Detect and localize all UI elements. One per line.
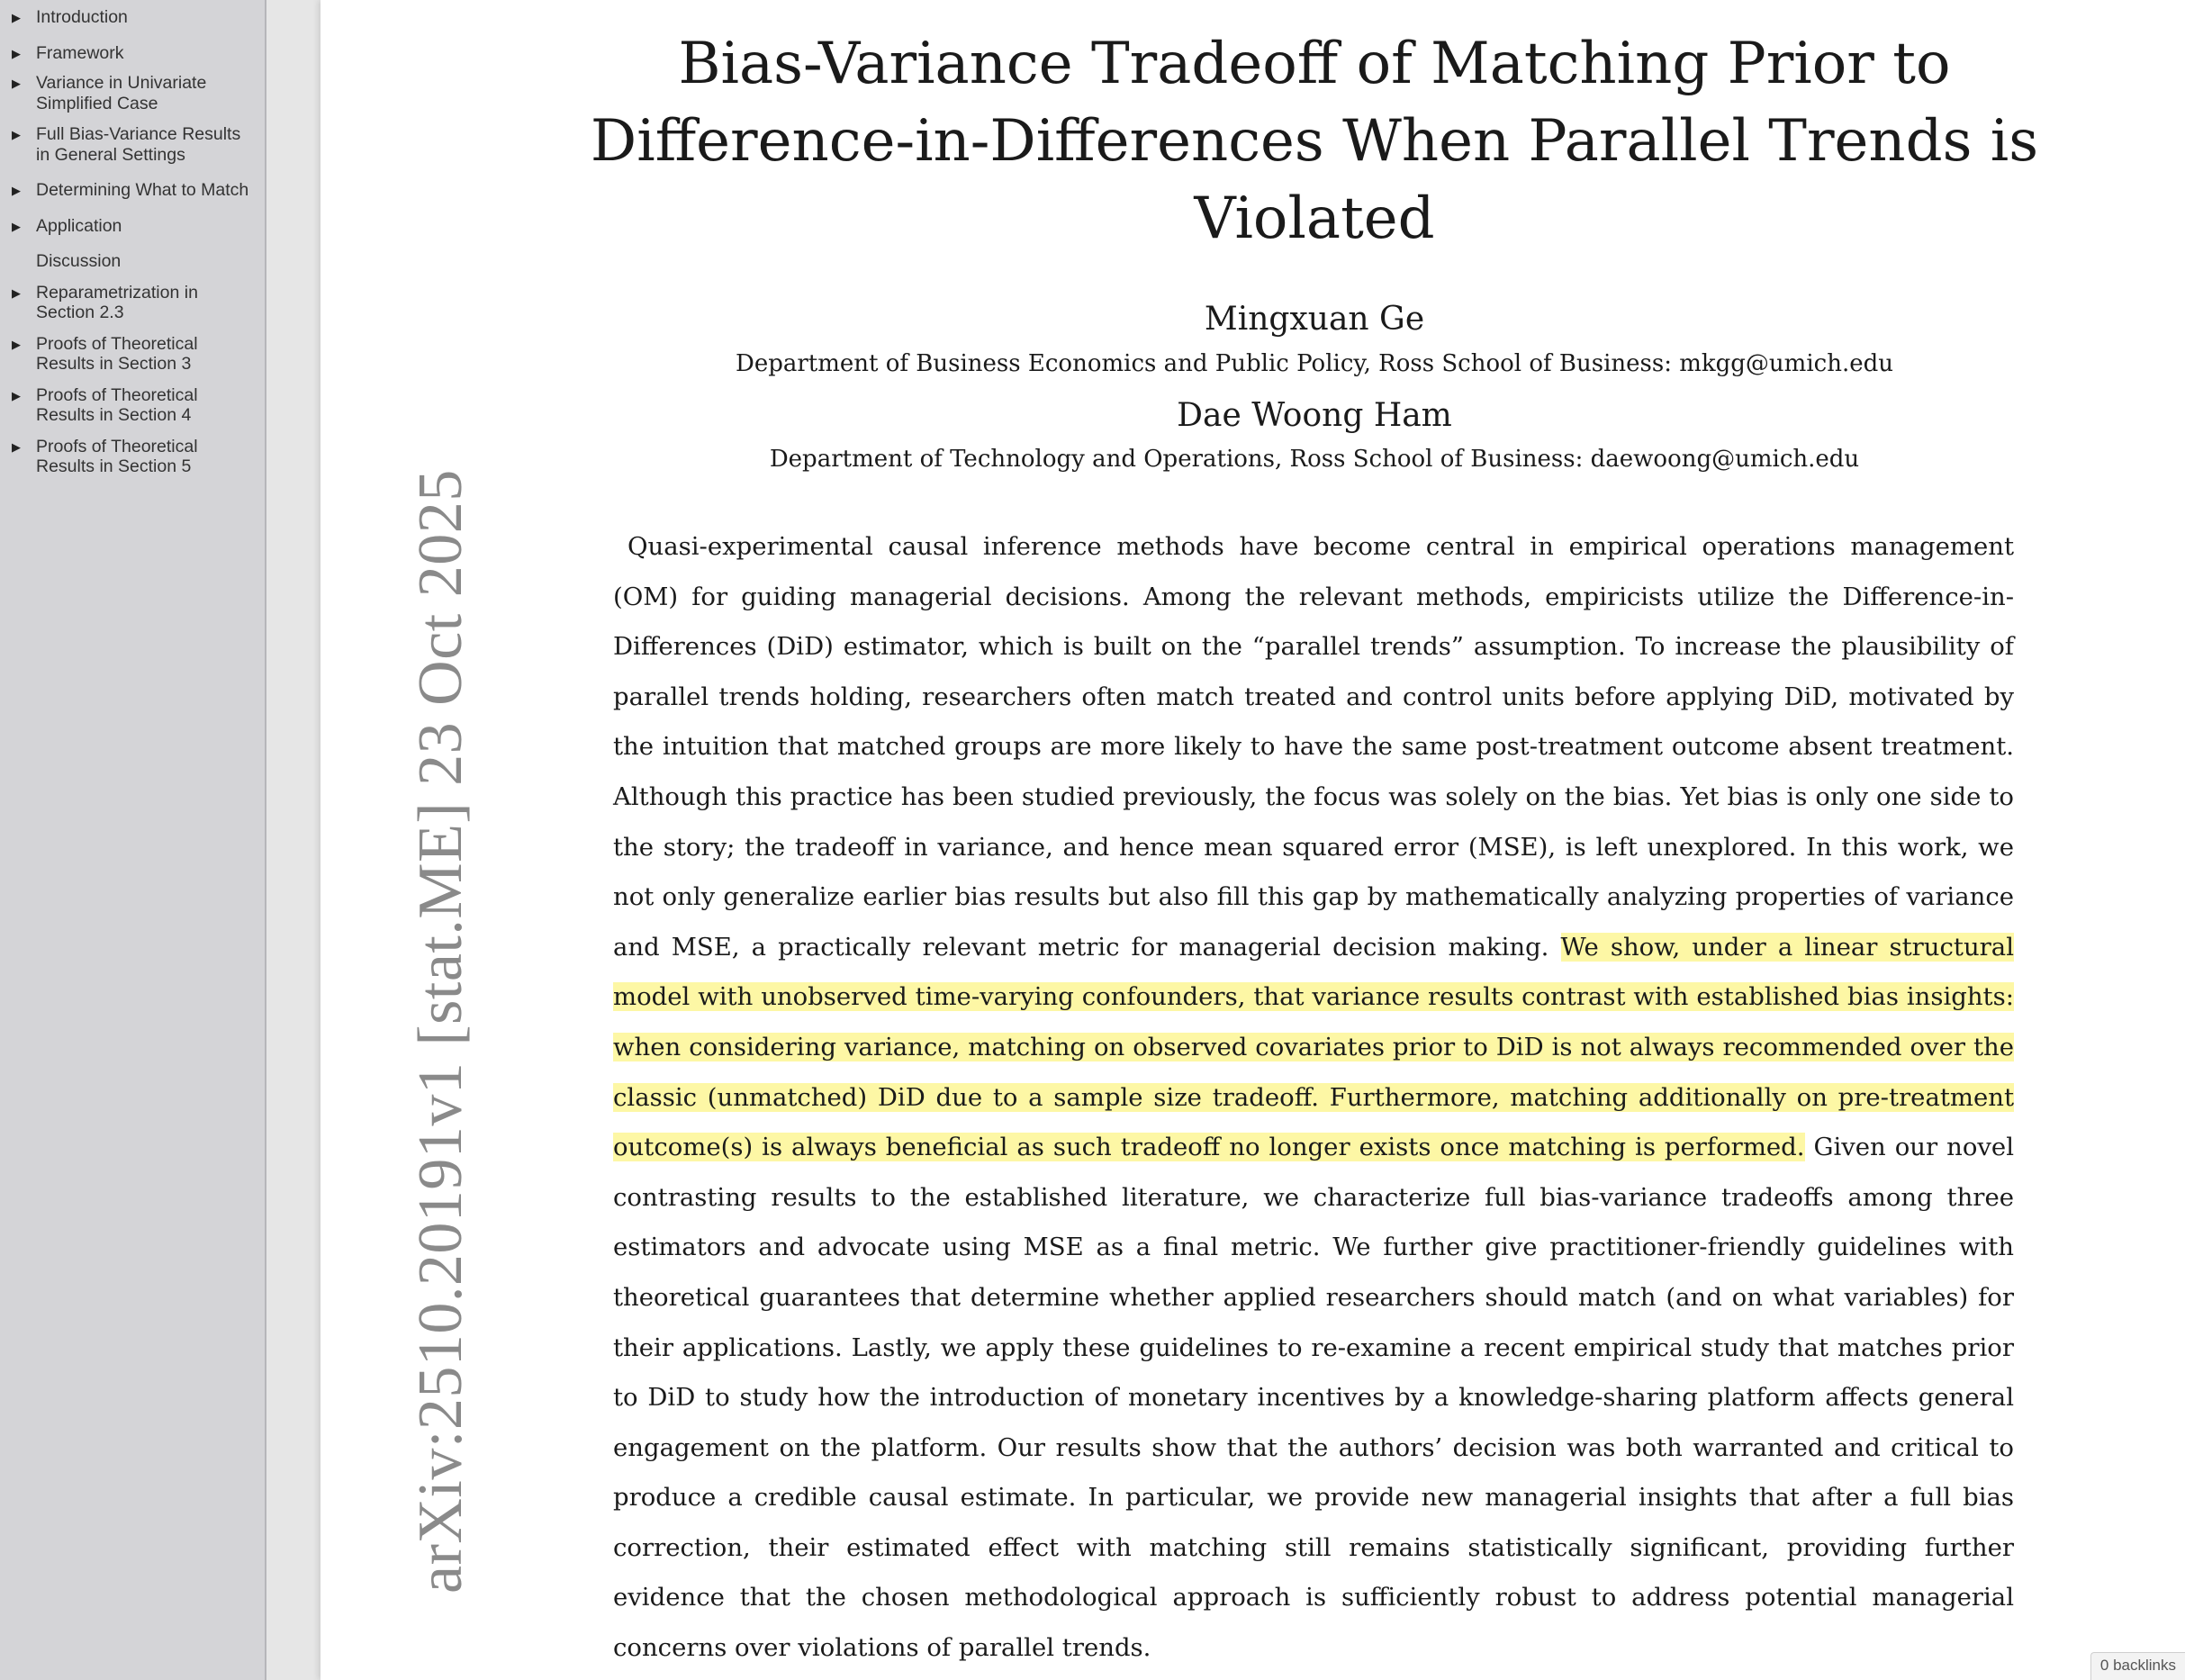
expand-arrow-icon[interactable]: ▶ — [12, 46, 21, 60]
expand-arrow-icon[interactable]: ▶ — [12, 219, 21, 233]
viewer-gutter — [266, 0, 321, 1680]
abstract-text: Given our novel contrasting results to the established literature, we characterize full bias-variance tradeoffs among three estimators and advocate using MSE as a final metric. We further give practitioner-friendly guidelines with theoretical guarantees that determine whether applied researchers should match (and on what variables) for their applications. Lastly, we apply these guidelines to re-examine a recent empirical study that matches prior to DiD to study how the introduction of monetary incentives by a knowledge-sharing platform affects general engagement on the platform. Our results show that the authors’ decision was both warranted and critical to produce a credible causal estimate. In particular, we provide new managerial insights that after a full bias correction, their estimated effect with matching still remains statistically significant, providing further evidence that the chosen methodological approach is sufficiently robust to address potential managerial concerns over violations of parallel trends. — [613, 1133, 2014, 1663]
outline-item-full-bias-variance[interactable] — [0, 124, 265, 165]
outline-item-label: Proofs of Theoretical Results in Section 3 — [36, 333, 198, 374]
outline-item-label: Introduction — [36, 7, 128, 27]
author-affiliation: Department of Technology and Operations, Ross School of Business: daewoong@umich.edu — [769, 446, 1860, 473]
outline-item-determining-what-to-match[interactable] — [0, 180, 265, 201]
outline-item-proofs-section-4[interactable] — [0, 385, 265, 426]
outline-item-reparametrization[interactable] — [0, 283, 265, 323]
expand-arrow-icon[interactable]: ▶ — [12, 77, 21, 90]
abstract — [613, 522, 2014, 1674]
abstract-text: Quasi-experimental causal inference methods have become central in empirical operations management (OM) for guiding managerial decisions. Among the relevant methods, empiricists utilize the Difference-in-Differences (DiD) estimator, which is built on the “parallel trends” assumption. To increase the plausibility of parallel trends holding, researchers often match treated and control units before applying DiD, motivated by the intuition that matched groups are more likely to have the same post-treatment outcome absent treatment. Although this practice has been studied previously, the focus was solely on the bias. Yet bias is only one side to the story; the tradeoff in variance, and hence mean squared error (MSE), is left unexplored. In this work, we not only generalize earlier bias results but also fill this gap by mathematically analyzing properties of variance and MSE, a practically relevant metric for managerial decision making. — [613, 532, 2014, 962]
expand-arrow-icon[interactable]: ▶ — [12, 184, 21, 197]
author-name: Mingxuan Ge — [1204, 301, 1425, 338]
outline-item-label: Full Bias-Variance Results in General Settings — [36, 124, 241, 165]
outline-item-label: Reparametrization in Section 2.3 — [36, 282, 198, 322]
expand-arrow-icon[interactable]: ▶ — [12, 388, 21, 402]
outline-item-introduction[interactable] — [0, 7, 265, 28]
outline-item-application[interactable] — [0, 216, 265, 237]
outline-item-proofs-section-3[interactable] — [0, 334, 265, 375]
arxiv-stamp: arXiv:2510.20191v1 [stat.ME] 23 Oct 2025 — [406, 469, 475, 1594]
outline-item-discussion[interactable] — [0, 251, 265, 272]
expand-arrow-icon[interactable]: ▶ — [12, 439, 21, 454]
outline-item-label: Proofs of Theoretical Results in Section 4 — [36, 384, 198, 425]
expand-arrow-icon[interactable]: ▶ — [12, 128, 21, 141]
expand-arrow-icon[interactable]: ▶ — [12, 11, 21, 24]
outline-item-label: Proofs of Theoretical Results in Section 5 — [36, 436, 198, 476]
outline-item-label: Discussion — [36, 251, 122, 271]
outline-sidebar — [0, 0, 266, 1680]
outline-item-proofs-section-5[interactable] — [0, 437, 265, 477]
outline-item-label: Determining What to Match — [36, 180, 249, 200]
outline-item-label: Framework — [36, 42, 124, 63]
outline-item-framework[interactable] — [0, 43, 265, 64]
expand-arrow-icon[interactable]: ▶ — [12, 285, 21, 300]
outline-item-label: Variance in Univariate Simplified Case — [36, 73, 207, 113]
author-affiliation: Department of Business Economics and Public Policy, Ross School of Business: mkgg@umich.edu — [736, 350, 1893, 377]
outline-item-variance-univariate[interactable] — [0, 73, 265, 113]
backlinks-badge[interactable]: 0 backlinks — [2090, 1652, 2185, 1680]
author-name: Dae Woong Ham — [1177, 397, 1452, 434]
outline-item-label: Application — [36, 215, 122, 236]
highlighted-text[interactable]: We show, under a linear structural model with unobserved time-varying confounders, that variance results contrast with established bias insights: when considering variance, matching on observed covariates prior to DiD is not always recommended over the classic (unmatched) DiD due to a sample size tradeoff. Furthermore, matching additionally on pre-treatment outcome(s) is always beneficial as such tradeoff no longer exists once matching is performed. — [613, 932, 2014, 1162]
expand-arrow-icon[interactable]: ▶ — [12, 337, 21, 351]
paper-title: Bias-Variance Tradeoff of Matching Prior to Difference-in-Differences When Parallel Trends is Violated — [590, 31, 2039, 252]
